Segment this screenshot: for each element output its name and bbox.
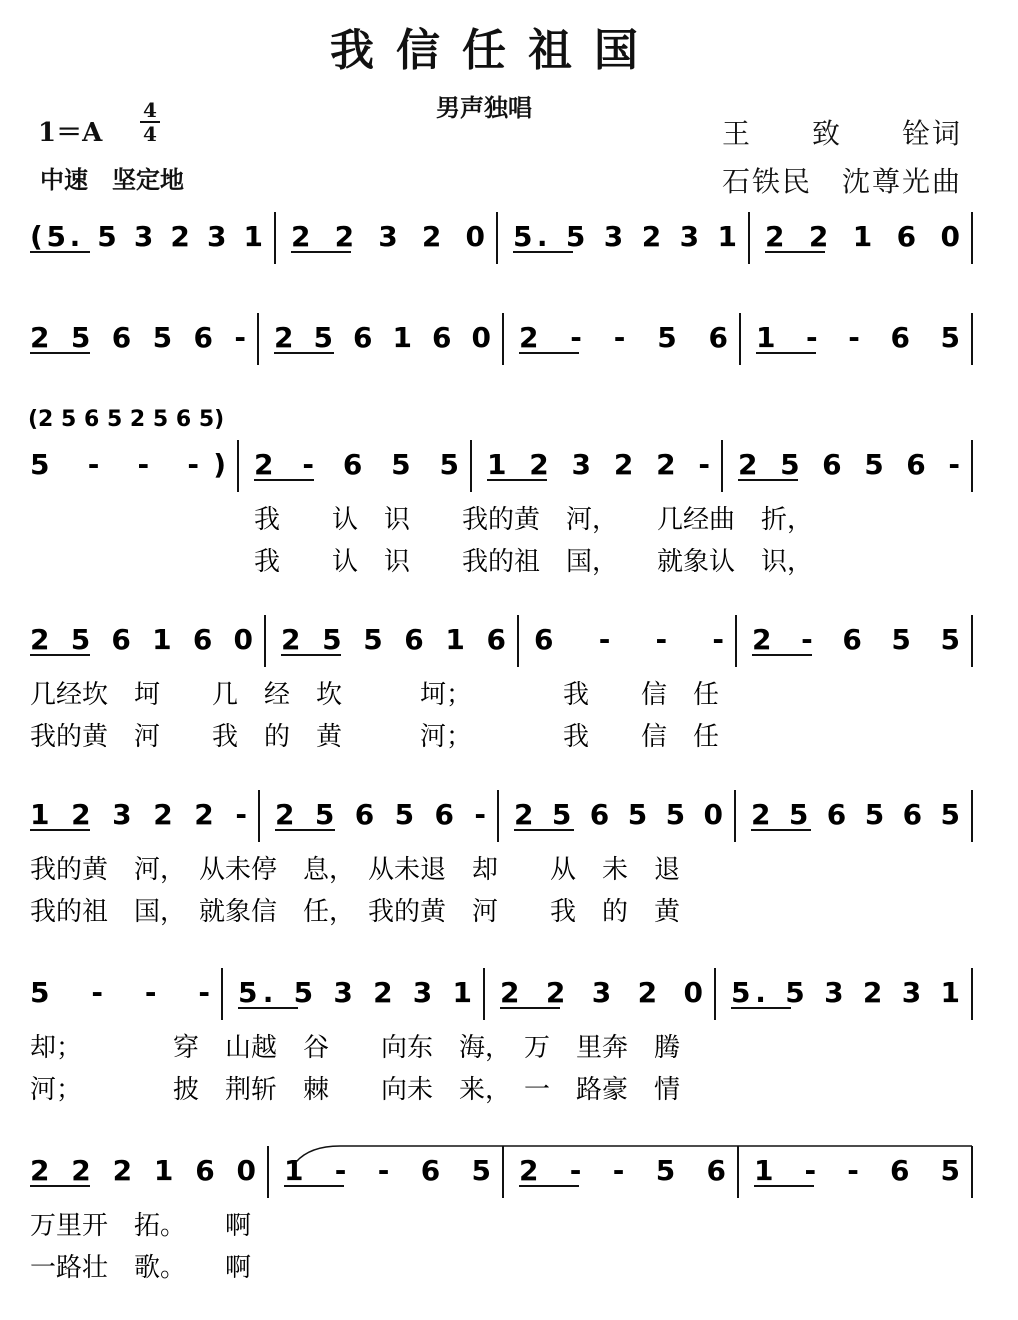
measure-1-1: (5. 5 3 2 3 1 bbox=[30, 220, 263, 253]
song-title: 我信任祖国 bbox=[330, 25, 660, 76]
system-3 bbox=[28, 407, 972, 577]
measure-5-2: 2 5 6 5 6 - bbox=[275, 798, 486, 831]
time-signature-top: 4 bbox=[143, 98, 157, 122]
measure-4-2: 2 5 5 6 1 6 bbox=[281, 623, 506, 656]
system-6 bbox=[30, 968, 972, 1105]
measure-3-1: 5 - - -) bbox=[30, 448, 226, 481]
measure-3-4: 2 5 6 5 6 - bbox=[738, 448, 960, 481]
measure-2-4: 1 - - 6 5 bbox=[756, 321, 960, 354]
measure-2-3: 2 - - 5 6 bbox=[519, 321, 728, 354]
measure-7-4: 1 - - 6 5 bbox=[754, 1154, 960, 1187]
system-7 bbox=[30, 1146, 972, 1283]
measure-2-1: 2 5 6 5 6 - bbox=[30, 321, 246, 354]
key-signature: 1＝A bbox=[38, 118, 103, 148]
lyric-line-1: 万里开 拓。 啊 bbox=[30, 1211, 252, 1241]
lyric-line-2: 我的黄 河 我 的 黄 河； 我 信 任 bbox=[30, 722, 720, 752]
lyric-line-1: 几经坎 坷 几 经 坎 坷； 我 信 任 bbox=[30, 680, 720, 710]
performance-type: 男声独唱 bbox=[436, 94, 532, 122]
measure-7-1: 2 2 2 1 6 0 bbox=[30, 1154, 256, 1187]
lyric-line-2: 我的祖 国， 就象信 任， 我的黄 河 我 的 黄 bbox=[30, 897, 681, 927]
measure-5-3: 2 5 6 5 5 0 bbox=[514, 798, 723, 831]
measure-1-3: 5. 5 3 2 3 1 bbox=[513, 220, 737, 253]
system-2 bbox=[30, 313, 972, 365]
measure-2-2: 2 5 6 1 6 0 bbox=[274, 321, 491, 354]
measure-5-1: 1 2 3 2 2 - bbox=[30, 798, 247, 831]
lyric-line-2: 我 认 识 我的祖 国， 就象认 识， bbox=[254, 547, 814, 577]
lyric-line-1: 却； 穿 山越 谷 向东 海， 万 里奔 腾 bbox=[30, 1033, 681, 1063]
time-signature-bottom: 4 bbox=[143, 122, 157, 146]
composer-credit: 石铁民 沈尊光曲 bbox=[722, 165, 963, 198]
lyric-line-1: 我 认 识 我的黄 河， 几经曲 折， bbox=[254, 505, 814, 535]
measure-6-3: 2 2 3 2 0 bbox=[500, 976, 703, 1009]
lyric-line-2: 一路壮 歌。 啊 bbox=[30, 1253, 252, 1283]
measure-4-1: 2 5 6 1 6 0 bbox=[30, 623, 253, 656]
measure-3-3: 1 2 3 2 2 - bbox=[487, 448, 710, 481]
measure-4-4: 2 - 6 5 5 bbox=[752, 623, 960, 656]
measure-3-2: 2 - 6 5 5 bbox=[254, 448, 459, 481]
system-1 bbox=[30, 212, 972, 264]
measure-6-4: 5. 5 3 2 3 1 bbox=[731, 976, 960, 1009]
tempo-marking: 中速 坚定地 bbox=[40, 166, 184, 194]
measure-7-2: 1 - - 6 5 bbox=[284, 1154, 491, 1187]
measure-7-3: 2 - - 5 6 bbox=[519, 1154, 726, 1187]
measure-5-4: 2 5 6 5 6 5 bbox=[751, 798, 960, 831]
lyric-line-2: 河； 披 荆斩 棘 向未 来， 一 路豪 情 bbox=[30, 1075, 681, 1105]
system-5 bbox=[30, 790, 972, 927]
prelude-notation: (2 5 6 5 2 5 6 5) bbox=[28, 407, 225, 432]
measure-1-2: 2 2 3 2 0 bbox=[291, 220, 485, 253]
system-4 bbox=[30, 615, 972, 752]
lyricist-credit: 王 致 铨词 bbox=[722, 117, 963, 150]
measure-4-3: 6 - - - bbox=[534, 623, 724, 656]
measure-1-4: 2 2 1 6 0 bbox=[765, 220, 960, 253]
measure-6-2: 5. 5 3 2 3 1 bbox=[238, 976, 472, 1009]
measure-6-1: 5 - - - bbox=[30, 976, 210, 1009]
lyric-line-1: 我的黄 河， 从未停 息， 从未退 却 从 未 退 bbox=[30, 855, 681, 885]
